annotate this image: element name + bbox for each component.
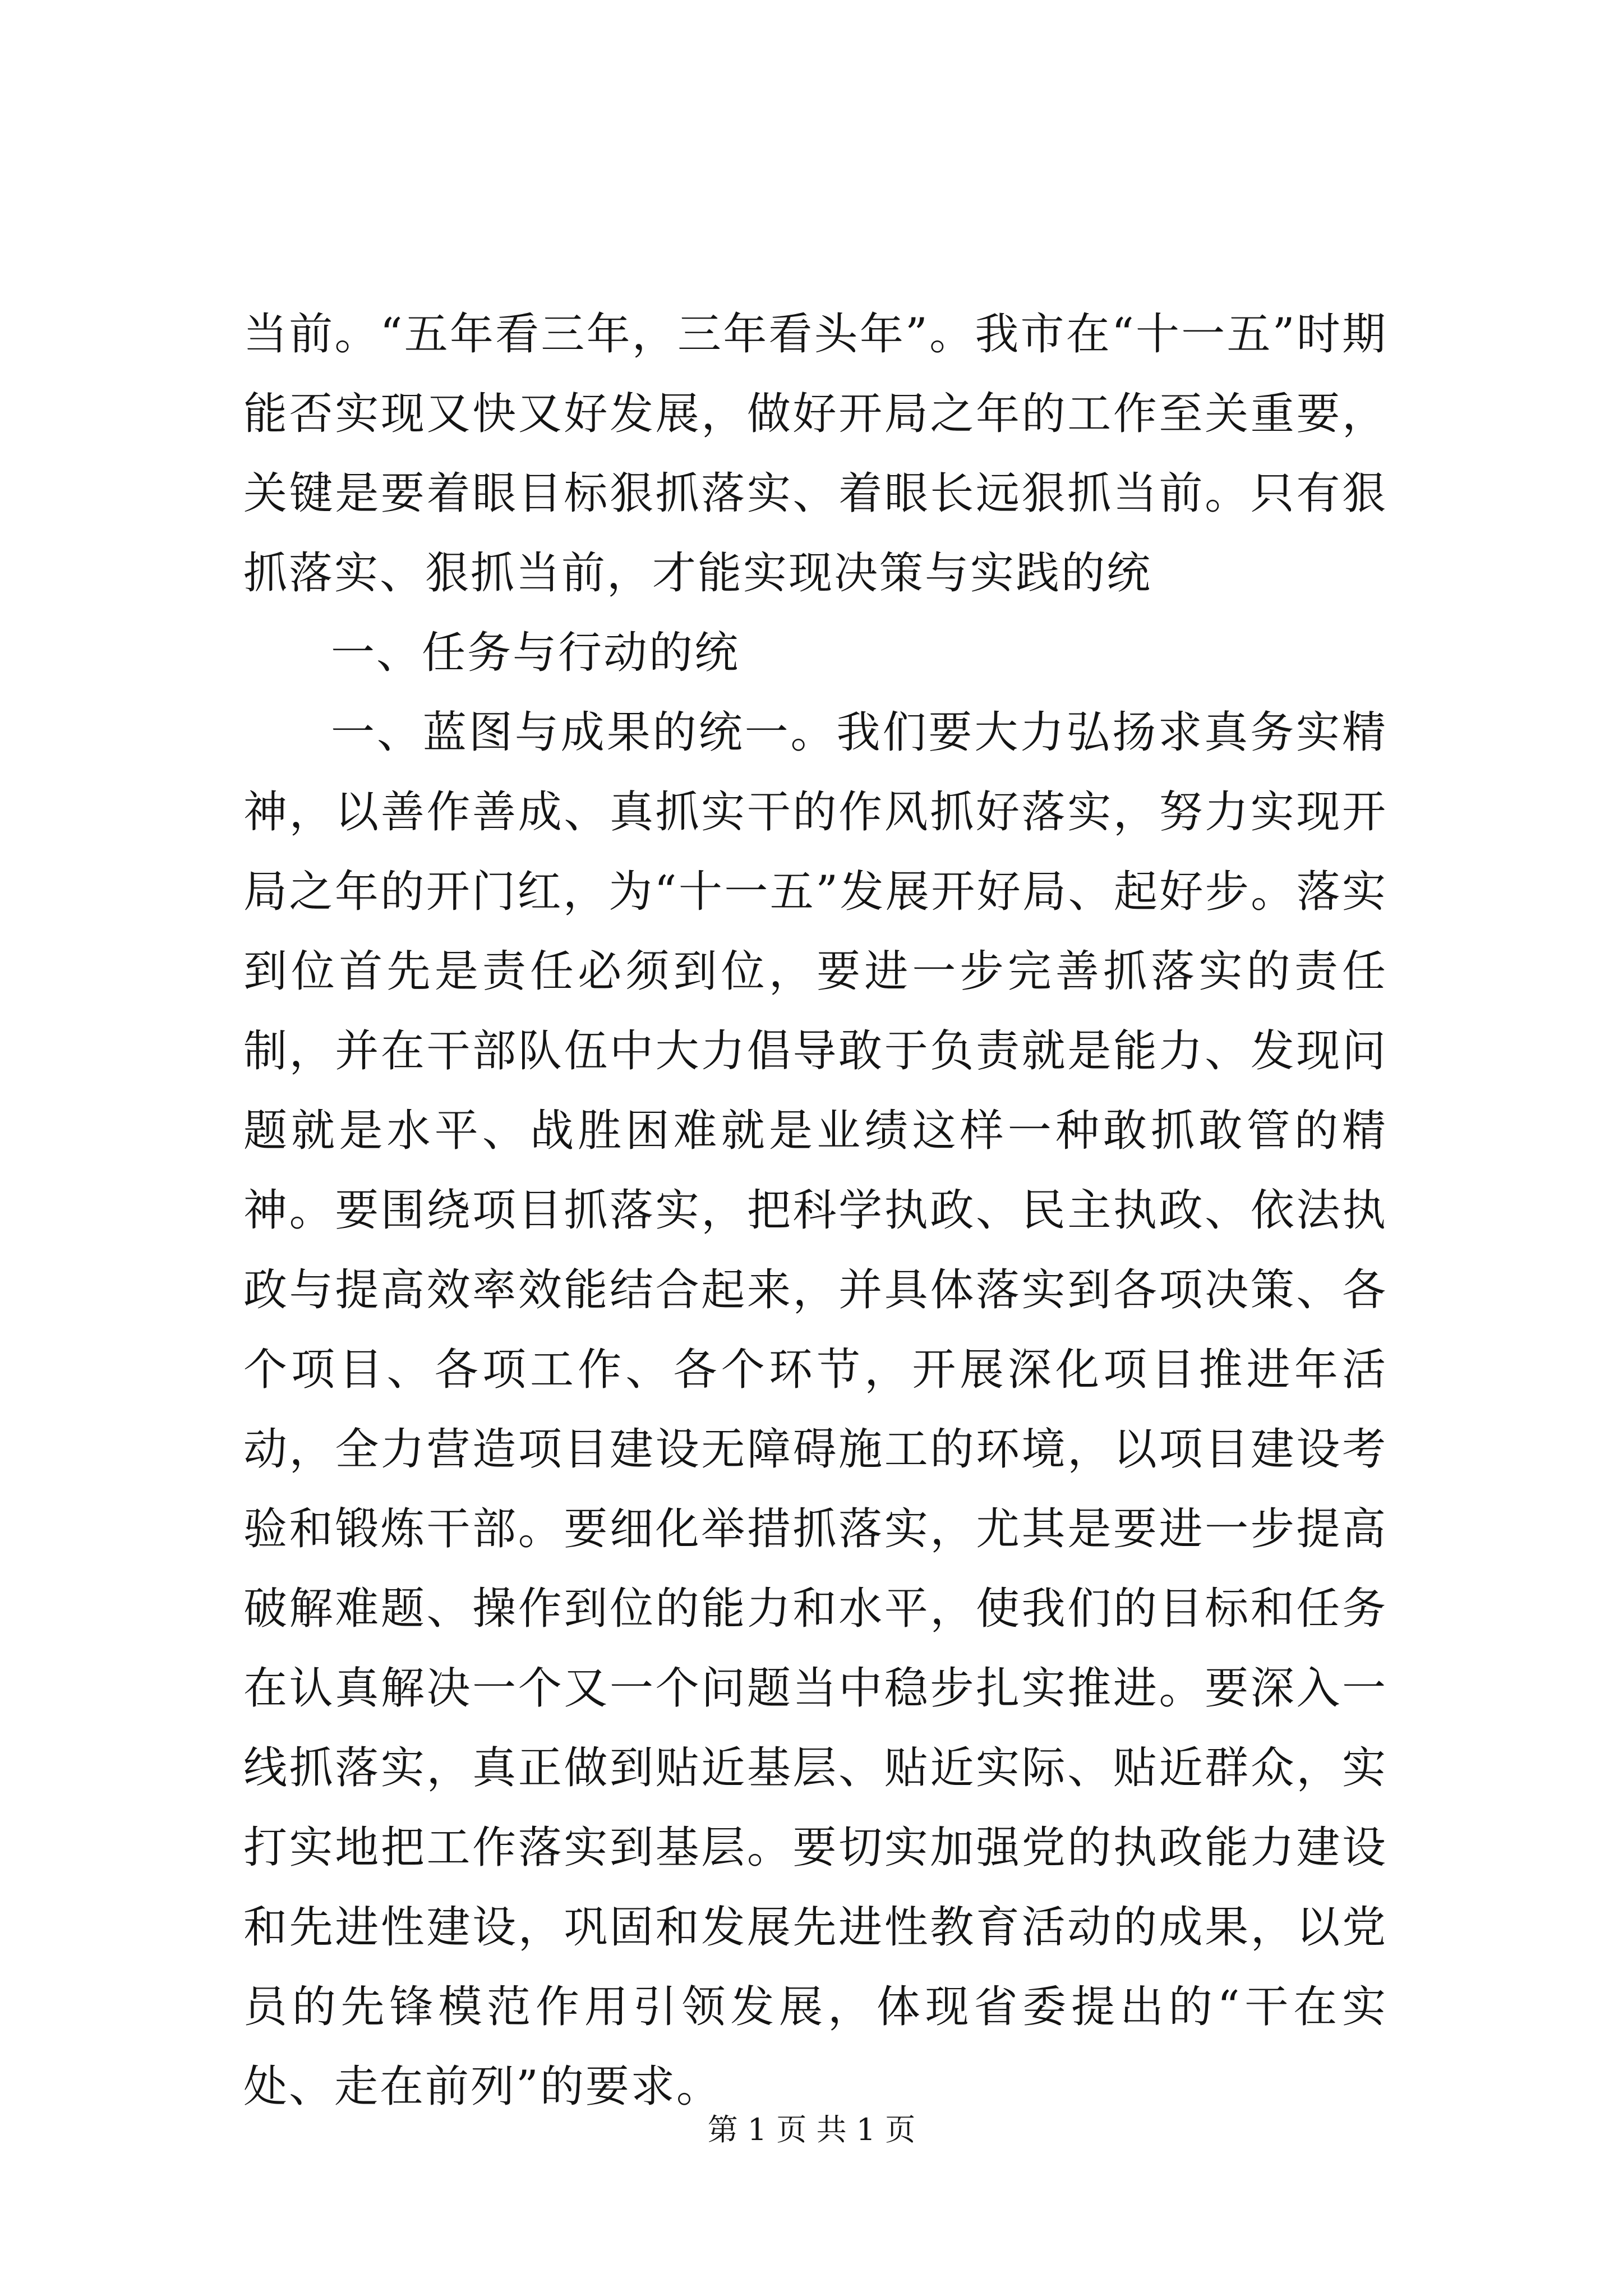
paragraph-heading: 一、任务与行动的统 <box>331 628 740 678</box>
page-number-footer: 第 1 页 共 1 页 <box>707 2112 916 2147</box>
paragraph-main: 一、蓝图与成果的统一。我们要大力弘扬求真务实精神，以善作善成、真抓实干的作风抓好落实，努力实现开局之年的开门红，为“十一五”发展开好局、起好步。落实到位首先是责任必须到位，要进一步完善抓落实的责任制，并在干部队伍中大力倡导敢于负责就是能力、发现问题就是水平、战胜困难就是业绩这样一种敢抓敢管的精神。要围绕项目抓落实，把科学执政、民主执政、依法执政与提高效率效能结合起来，并具体落实到各项决策、各个项目、各项工作、各个环节，开展深化项目推进年活动，全力营造项目建设无障碍施工的环境，以项目建设考验和锻炼干部。要细化举措抓落实，尤其是要进一步提高破解难题、操作到位的能力和水平，使我们的目标和任务在认真解决一个又一个问题当中稳步扎实推进。要深入一线抓落实，真正做到贴近基层、贴近实际、贴近群众，实打实地把工作落实到基层。要切实加强党的执政能力建设和先进性建设，巩固和发展先进性教育活动的成果，以党员的先锋模范作用引领发展，体现省委提出的“干在实处、走在前列”的要求。 <box>243 707 1387 2112</box>
document-body <box>243 295 1387 2127</box>
paragraph-intro: 当前。“五年看三年，三年看头年”。我市在“十一五”时期能否实现又快又好发展，做好开局之年的工作至关重要，关键是要着眼目标狠抓落实、着眼长远狠抓当前。只有狠抓落实、狠抓当前，才能实现决策与实践的统 <box>243 309 1387 599</box>
